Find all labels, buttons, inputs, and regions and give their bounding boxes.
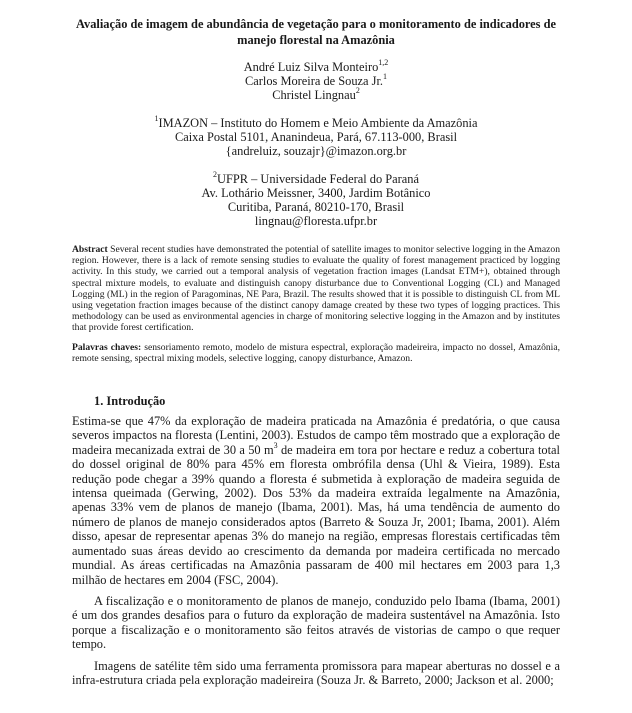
abstract (72, 244, 560, 334)
keywords-label: Palavras chaves: (72, 341, 142, 353)
abstract-label: Abstract (72, 244, 108, 255)
keywords-text: sensoriamento remoto, modelo de mistura espectral, exploração madeireira, impacto no dossel, Amazônia, remote sensing, spectral mixing models, selective logging, canopy disturbance, Amazon. (72, 341, 560, 364)
affiliation-email: lingnau@floresta.ufpr.br (254, 214, 378, 228)
author: Christel Lingnau$^2$ (272, 85, 360, 102)
keywords (72, 342, 560, 364)
affiliation-ufpr (72, 169, 560, 228)
body-paragraph: A fiscalização e o monitoramento de planos de manejo, conduzido pelo Ibama (Ibama, 2001) é um dos grandes desafios para o futuro da exploração de madeira sustentável na Amazônia. Isto porque a fiscalização e o monitoramento são feitos através de vistorias de campo o que requer tempo. (72, 593, 560, 652)
paper-title: Avaliação de imagem de abundância de vegetação para o monitoramento de indicadores de manejo florestal na Amazônia (76, 17, 556, 47)
author-list (72, 57, 560, 102)
affiliation-mark: 2 (213, 169, 217, 179)
affiliation-name: IMAZON – Instituto do Homem e Meio Ambiente da Amazônia (158, 116, 478, 130)
author-affiliation-mark: 2 (355, 85, 360, 95)
cubic-superscript: 3 (273, 440, 278, 450)
affiliation-address: Av. Lothário Meissner, 3400, Jardim Botânico (201, 186, 431, 200)
affiliation-imazon (72, 113, 560, 158)
abstract-text: Several recent studies have demonstrated the potential of satellite images to monitor selective logging in the Amazon region. However, there is a lack of remote sensing studies to evaluate the quality of forest management practiced by logging activity. In this study, we carried out a temporal analysis of vegetation fraction images (Landsat ETM+), obtained through spectral mixture models, to evaluate and distinguish canopy disturbance due to Conventional Logging (CL) and Managed Logging (ML) in the region of Paragominas, NE Para, Brazil. The results showed that it is possible to distinguish CL from ML using vegetation fraction images because of the distinct canopy damage created by these two types of logging practices. This methodology can be used as environmental agencies in charge of monitoring selective logging in the Amazon and by institutes that provide forest certification. (72, 244, 560, 334)
affiliation-city: Curitiba, Paraná, 80210-170, Brasil (227, 200, 405, 214)
affiliation-address: Caixa Postal 5101, Ananindeua, Pará, 67.113-000, Brasil (174, 130, 458, 144)
body-paragraph: Imagens de satélite têm sido uma ferramenta promissora para mapear aberturas no dossel e a infra-estrutura criada pela exploração madeireira (Souza Jr. & Barreto, 2000; Jackson et al. 2000; (72, 658, 560, 687)
affiliation-email: {andreluiz, souzajr}@imazon.org.br (225, 144, 407, 158)
affiliation-mark: 1 (154, 113, 159, 123)
author: Carlos Moreira de Souza Jr.$^1$ (245, 71, 387, 88)
author-affiliation-mark: 1,2 (378, 57, 389, 67)
body-paragraph: Estima-se que 47% da exploração de madeira praticada na Amazônia é predatória, o que causa severos impactos na floresta (Lentini, 2003). Estudos de campo têm mostrado que a exploração de madeira mecanizada extrai de 30 a 50 $m^3$ de madeira em tora por hectare e reduz a cobertura total do dossel original de 80% para 45% em floresta ombrófila densa (Uhl & Vieira, 1989). Esta redução pode chegar a 39% quando a floresta é submetida à exploração de madeira seguida de intensa queimada (Gerwing, 2002). Dos 53% da madeira extraída legalmente na Amazônia, apenas 33% vem de planos de manejo (Ibama, 2001). Mas, há uma tendência de aumento do número de planos de manejo considerados aptos (Barreto & Souza Jr, 2001; Ibama, 2001). Além disso, apesar de representar apenas 3% do manejo na região, empresas florestais certificadas têm aumentado suas áreas devido ao crescimento da demanda por madeira certificada no mercado mundial. As áreas certificadas na Amazônia passaram de 400 mil hectares em 2003 para 1,3 milhão de hectares em 2004 (FSC, 2004). (72, 414, 560, 587)
author: André Luiz Silva Monteiro$^{1,2}$ (243, 57, 389, 74)
affiliation-name: UFPR – Universidade Federal do Paraná (217, 172, 419, 186)
author-affiliation-mark: 1 (383, 71, 387, 81)
section-heading-introducao: 1. Introdução (94, 394, 166, 409)
